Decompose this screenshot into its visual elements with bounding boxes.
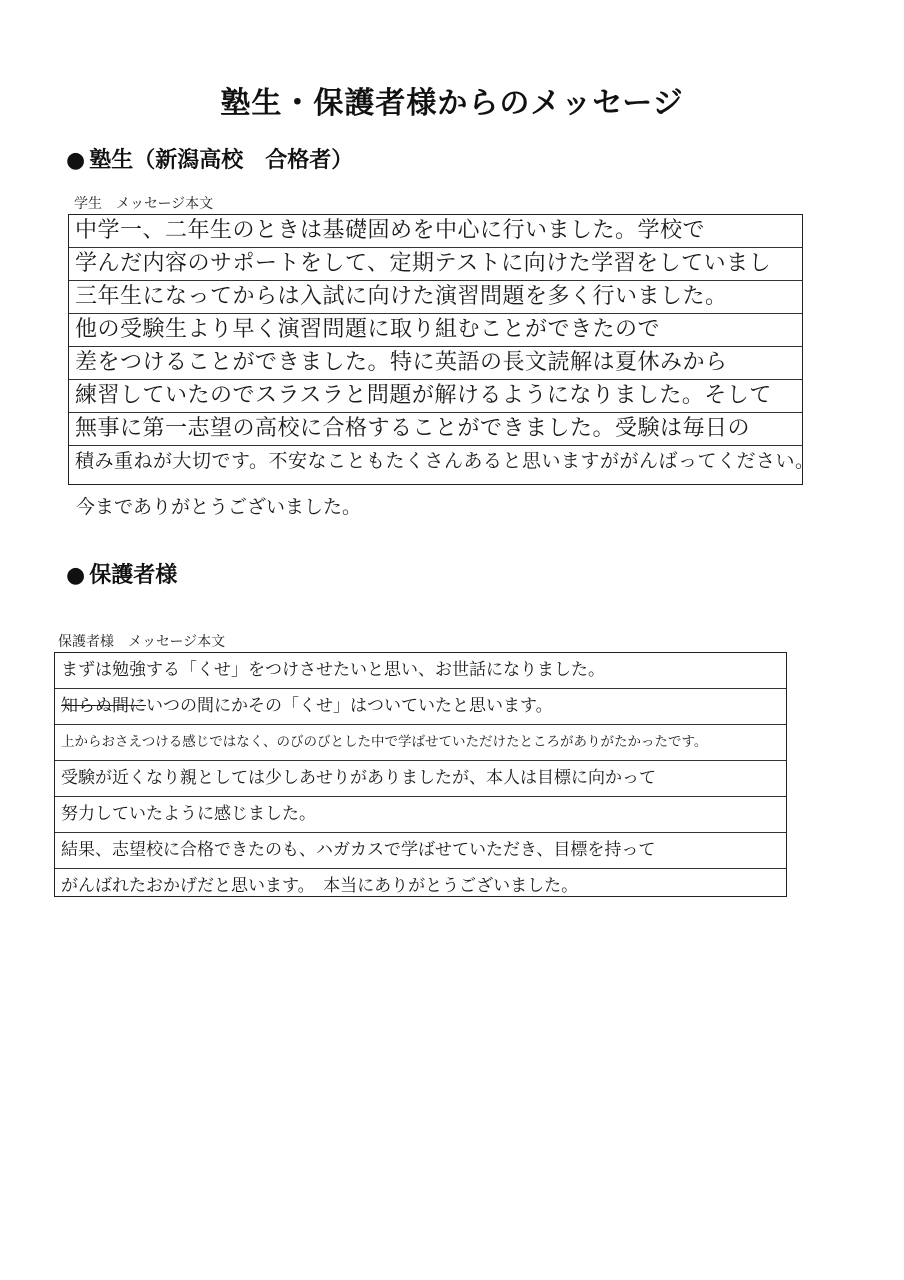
parent-section-heading xyxy=(66,558,177,589)
bullet-icon: ● xyxy=(66,563,86,588)
student-message-line: 練習していたのでスラスラと問題が解けるようになりました。そして xyxy=(69,380,802,413)
parent-message-line: 努力していたように感じました。 xyxy=(55,797,786,833)
student-heading-text: 塾生（新潟高校 合格者） xyxy=(89,148,354,173)
parent-message-line: まずは勉強する「くせ」をつけさせたいと思い、お世話になりました。 xyxy=(55,653,786,689)
parent-message-line: がんばれたおかげだと思います。 本当にありがとうございました。 xyxy=(61,876,579,896)
student-message-box xyxy=(68,214,815,485)
page-title: 塾生・保護者様からのメッセージ xyxy=(220,86,684,121)
student-message-line: 他の受験生より早く演習問題に取り組むことができたので xyxy=(69,314,802,347)
bullet-icon: ● xyxy=(66,148,86,173)
student-message-line: 学んだ内容のサポートをして、定期テストに向けた学習をしていまし xyxy=(69,248,802,281)
struck-text: 知らぬ間に xyxy=(61,696,146,716)
parent-message-line: 上からおさえつける感じではなく、のびのびとした中で学ばせていただけたところがありがたかったです。 xyxy=(55,725,786,761)
parent-message-line: 受験が近くなり親としては少しあせりがありましたが、本人は目標に向かって xyxy=(55,761,786,797)
student-message-line: 中学一、二年生のときは基礎固めを中心に行いました。学校で xyxy=(69,215,802,248)
student-message-line: 三年生になってからは入試に向けた演習問題を多く行いました。 xyxy=(69,281,802,314)
parent-box-label: 保護者様 メッセージ本文 xyxy=(58,634,226,650)
parent-message-line: 結果、志望校に合格できたのも、ハガカスで学ばせていただき、目標を持って xyxy=(55,833,786,869)
student-message-line: 無事に第一志望の高校に合格することができました。受験は毎日の xyxy=(69,413,802,446)
student-message-line: 差をつけることができました。特に英語の長文読解は夏休みから xyxy=(69,347,802,380)
student-message-line: 積み重ねが大切です。不安なこともたくさんあると思いますががんばってください。 xyxy=(75,450,815,472)
parent-message-text: いつの間にかその「くせ」はついていたと思います。 xyxy=(146,696,553,716)
student-section-heading xyxy=(66,143,353,174)
student-box-label: 学生 メッセージ本文 xyxy=(74,196,214,212)
parent-heading-text: 保護者様 xyxy=(89,563,178,588)
parent-message-box xyxy=(54,652,787,897)
student-closing-line: 今までありがとうございました。 xyxy=(76,496,362,518)
parent-message-line xyxy=(55,689,786,725)
